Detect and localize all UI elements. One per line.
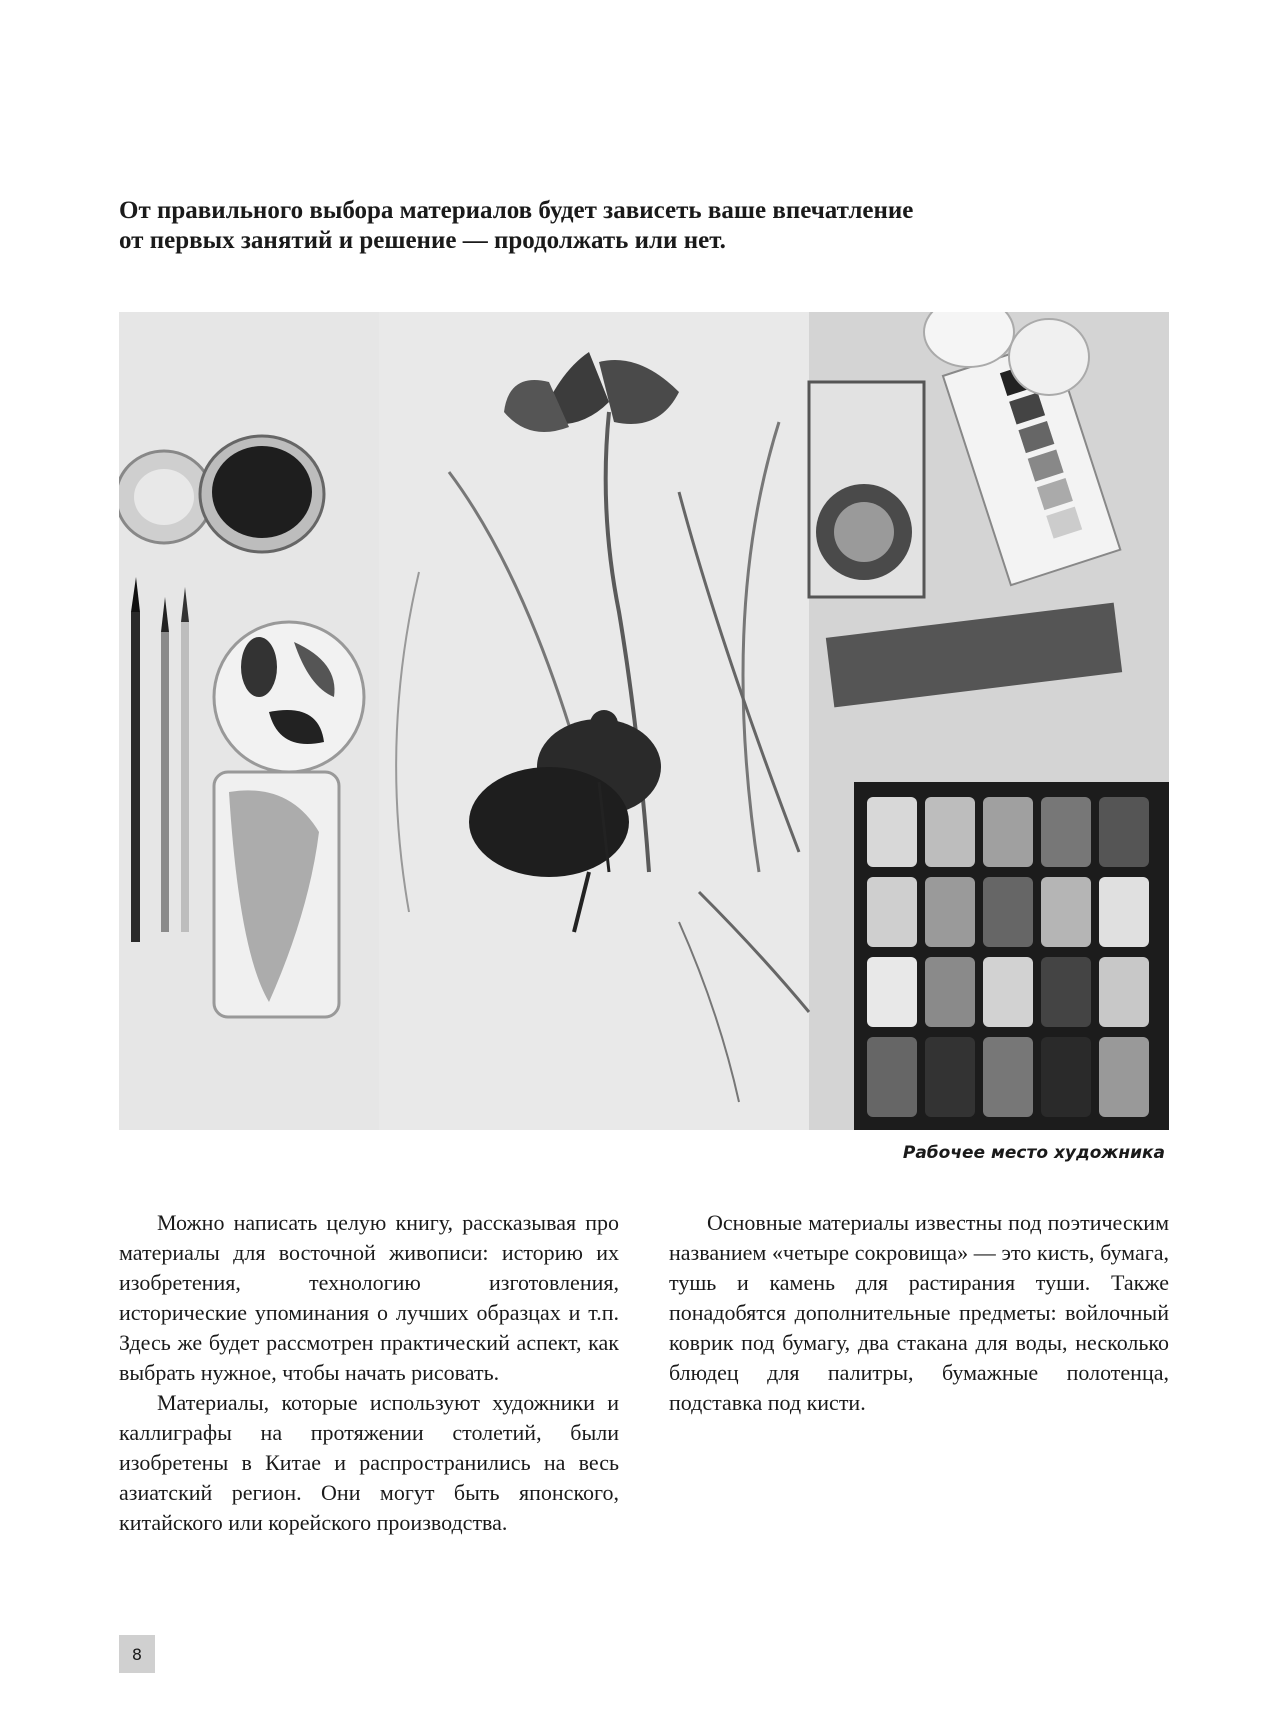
paint-box-icon	[854, 782, 1169, 1130]
lead-line-1: От правильного выбора материалов будет зависеть ваше впечатление	[119, 197, 914, 224]
rect-palette-icon	[214, 772, 339, 1017]
round-palette-icon	[214, 622, 364, 772]
paragraph: Материалы, которые используют художники и каллиграфы на протяжении столетий, были изобретены в Китае и распространились на весь азиатский регион. Они могут быть японского, китайского или корейского производства.	[119, 1390, 619, 1535]
lead-paragraph	[119, 196, 939, 256]
page-number: 8	[119, 1635, 155, 1673]
lead-line-2: от первых занятий и решение — продолжать или нет.	[119, 227, 726, 254]
body-column-right	[669, 1208, 1169, 1418]
workspace-photo	[119, 312, 1169, 1130]
ink-glass-icon	[200, 436, 324, 552]
paragraph: Можно написать целую книгу, рассказывая про материалы для восточной живописи: историю их изобретения, технологию изготовления, исторические упоминания о лучших образцах и т.п. Здесь же будет рассмотрен практический аспект, как выбрать нужное, чтобы начать рисовать.	[119, 1210, 619, 1385]
water-glass-icon	[119, 451, 212, 543]
paragraph: Основные материалы известны под поэтическим названием «четыре сокровища» — это кисть, бумага, тушь и камень для растирания туши. Также понадобятся дополнительные предметы: войлочный коврик под бумагу, два стакана для воды, несколько блюдец для палитры, бумажные полотенца, подставка под кисти.	[669, 1210, 1169, 1415]
ink-stone-icon	[809, 382, 924, 597]
body-column-left	[119, 1208, 619, 1538]
figure-caption: Рабочее место художника	[902, 1143, 1165, 1163]
